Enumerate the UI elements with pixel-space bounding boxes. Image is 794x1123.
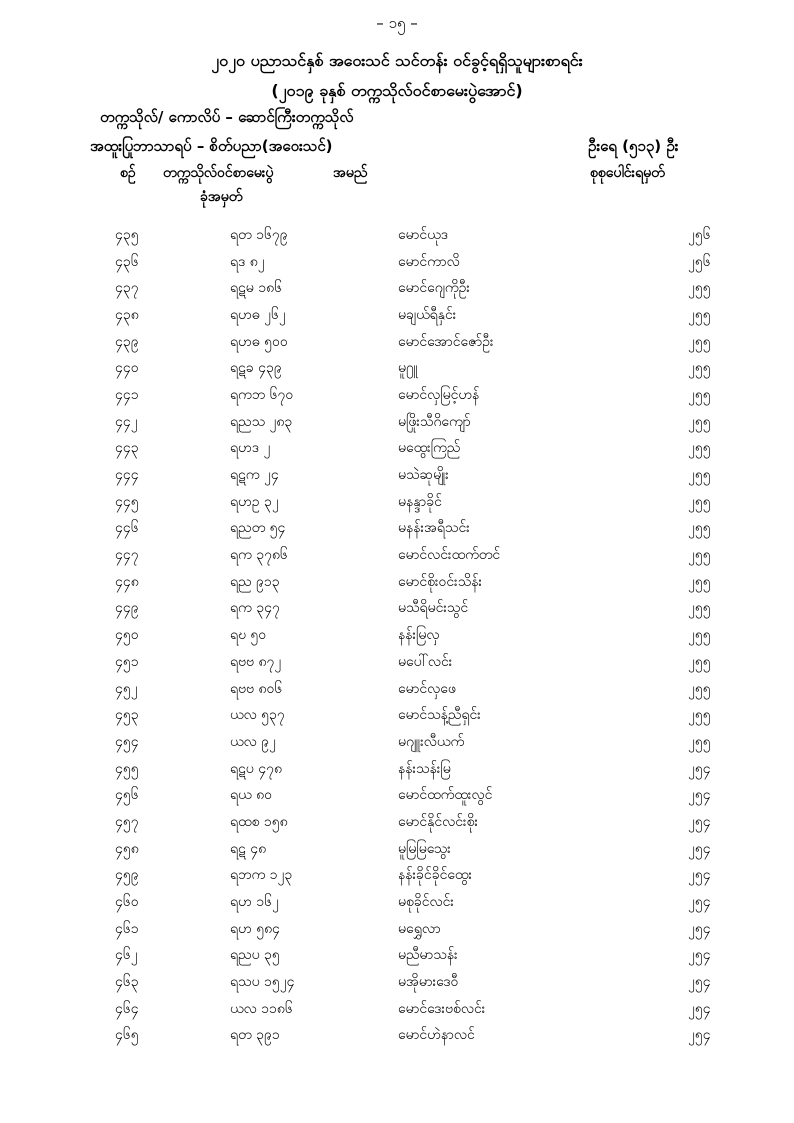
document-subtitle: (၂၀၁၉ ခုနှစ် တက္ကသိုလ်ဝင်စာမေးပွဲအောင်): [271, 81, 523, 100]
total-marks: ၂၅၄: [688, 867, 711, 884]
student-name: မောင်လှမြင့်ဟန်: [398, 386, 480, 403]
student-name: မောင်ယုဒ: [398, 226, 449, 243]
exam-seat-number: ရဟ ၅၈၄: [230, 920, 280, 937]
exam-seat-number: ယလ ၉၂: [230, 733, 276, 750]
header-no: စဉ်: [120, 165, 136, 181]
row-number: ၄၆၁: [115, 920, 139, 937]
total-marks: ၂၅၅: [688, 573, 711, 590]
total-marks: ၂၅၄: [688, 1027, 711, 1044]
student-name: မဂျူးလီယက်: [398, 733, 465, 750]
total-marks: ၂၅၅: [688, 707, 711, 724]
row-number: ၄၄၆: [115, 520, 139, 537]
row-number: ၄၄၅: [115, 493, 139, 510]
table-row: [0, 516, 748, 543]
table-row: [0, 729, 748, 756]
table-row: [0, 222, 748, 249]
total-marks: ၂၅၅: [688, 653, 711, 670]
table-row: [0, 863, 748, 890]
table-row: [0, 436, 748, 463]
row-number: ၄၆၀: [115, 894, 139, 911]
table-row: [0, 916, 748, 943]
student-name: မအိုမားဒေဝီ: [398, 974, 459, 991]
student-name: နန်းသန်းမြ: [398, 760, 451, 777]
student-name: မောင်ကာလိ: [398, 253, 460, 270]
row-number: ၄၅၆: [115, 787, 139, 804]
student-name: မူမြမြသွေး: [398, 840, 451, 857]
exam-seat-number: ရက ၃၇၈၆: [230, 547, 288, 564]
student-name: မောင်ဒေးဗစ်လင်း: [398, 1000, 486, 1017]
document-title: ၂၀၂၀ ပညာသင်နှစ် အဝေးသင် သင်တန်း ဝင်ခွင့်ရရှိသူများစာရင်း: [211, 51, 583, 70]
exam-seat-number: ရထစ ၁၅၈: [230, 813, 288, 830]
table-row: [0, 889, 748, 916]
total-marks: ၂၅၅: [688, 333, 711, 350]
exam-seat-number: ယလ ၅၃၇: [230, 707, 285, 724]
row-number: ၄၅၉: [115, 867, 139, 884]
student-name: မစုခိုင်လင်း: [398, 894, 454, 911]
header-exam-line1: တက္ကသိုလ်ဝင်စာမေးပွဲ: [163, 165, 274, 181]
student-name: မထွေးကြည်: [398, 440, 461, 457]
exam-seat-number: ရဋပ ၄၇၈: [230, 760, 282, 777]
student-name: မူ႐ူ: [398, 360, 418, 377]
table-row: [0, 569, 748, 596]
exam-seat-number: ရဘက ၁၂၃: [230, 867, 293, 884]
exam-seat-number: ယလ ၁၁၈၆: [230, 1000, 293, 1017]
exam-seat-number: ရည ၉၁၃: [230, 573, 280, 590]
total-marks: ၂၅၄: [688, 760, 711, 777]
total-marks: ၂၅၆: [688, 253, 711, 270]
row-number: ၄၄၉: [115, 600, 139, 617]
row-number: ၄၅၄: [115, 733, 139, 750]
table-row: [0, 809, 748, 836]
exam-seat-number: ရဋမ ၁၈၆: [230, 280, 283, 297]
student-name: မပေါ်လင်း: [398, 653, 453, 670]
student-name: မဖြိုးသီဂိကျော်: [398, 413, 471, 430]
student-name: မချယ်ရီနှင်း: [398, 306, 457, 323]
total-marks: ၂၅၄: [688, 787, 711, 804]
student-name: မောင်နိုင်လင်းစိုး: [398, 813, 478, 830]
exam-seat-number: ရဟဓ ၅၀၀: [230, 333, 288, 350]
row-number: ၄၄၀: [115, 360, 139, 377]
exam-seat-number: ရဟဥ ၃၂: [230, 493, 279, 510]
results-table: [0, 222, 748, 1049]
student-name: မသဲဆုမျိုး: [398, 467, 449, 484]
exam-seat-number: ရဒ ၈၂: [230, 253, 265, 270]
exam-seat-number: ရဋခ ၄၃၉: [230, 360, 282, 377]
total-marks: ၂၅၅: [688, 547, 711, 564]
table-row: [0, 542, 748, 569]
row-number: ၄၆၂: [115, 947, 138, 964]
exam-seat-number: ရဟ ၁၆၂: [230, 894, 279, 911]
table-row: [0, 329, 748, 356]
table-row: [0, 969, 748, 996]
student-name: မောင်ထက်ထူးလွင်: [398, 787, 493, 804]
total-marks: ၂၅၅: [688, 413, 711, 430]
student-name: နန်းခိုင်ခိုင်ထွေး: [398, 867, 473, 884]
table-row: [0, 1023, 748, 1050]
total-marks: ၂၅၅: [688, 733, 711, 750]
table-row: [0, 649, 748, 676]
total-marks: ၂၅၅: [688, 493, 711, 510]
student-name: နန်းမြလှ: [398, 627, 440, 644]
table-row: [0, 596, 748, 623]
table-row: [0, 489, 748, 516]
page-number: – ၁၅ –: [376, 14, 418, 32]
total-marks: ၂၅၅: [688, 386, 711, 403]
total-marks: ၂၅၅: [688, 360, 711, 377]
row-number: ၄၅၇: [115, 813, 139, 830]
row-number: ၄၄၁: [115, 386, 139, 403]
total-marks: ၂၅၆: [688, 226, 711, 243]
total-marks: ၂၅၅: [688, 306, 711, 323]
table-row: [0, 782, 748, 809]
student-name: မနန်းအရီသင်း: [398, 520, 470, 537]
total-marks: ၂၅၄: [688, 947, 711, 964]
total-marks: ၂၅၅: [688, 520, 711, 537]
row-number: ၄၅၁: [115, 653, 139, 670]
total-count: ဦးရေ (၅၁၃) ဦး: [588, 137, 679, 155]
exam-seat-number: ရတ ၃၉၁: [230, 1027, 280, 1044]
row-number: ၄၆၃: [115, 974, 139, 991]
student-name: မောင်အောင်ဇော်ဦး: [398, 333, 494, 350]
total-marks: ၂၅၄: [688, 1000, 711, 1017]
row-number: ၄၅၂: [115, 680, 138, 697]
row-number: ၄၅၅: [115, 760, 139, 777]
student-name: မညီမာသန်း: [398, 947, 458, 964]
row-number: ၄၄၇: [115, 547, 139, 564]
total-marks: ၂၅၄: [688, 813, 711, 830]
table-row: [0, 676, 748, 703]
table-row: [0, 836, 748, 863]
results-body: [0, 222, 748, 1049]
row-number: ၄၄၂: [115, 413, 138, 430]
exam-seat-number: ရဟဓ ၂၆၂: [230, 306, 286, 323]
total-marks: ၂၅၅: [688, 440, 711, 457]
exam-seat-number: ရက ၃၄၇: [230, 600, 280, 617]
table-row: [0, 382, 748, 409]
header-exam-line2: ခုံအမှတ်: [200, 189, 243, 205]
total-marks: ၂၅၅: [688, 280, 711, 297]
student-name: မောင်လှဖေ: [398, 680, 456, 697]
row-number: ၄၆၅: [115, 1027, 139, 1044]
row-number: ၄၅၈: [115, 840, 139, 857]
header-marks: စုစုပေါင်းရမှတ်: [590, 165, 665, 181]
student-name: မောင်စိုးဝင်းသိန်း: [398, 573, 483, 590]
exam-seat-number: ရညပ ၃၅: [230, 947, 280, 964]
row-number: ၄၄၃: [115, 440, 139, 457]
student-name: မောင်ဂျေကိုဦး: [398, 280, 470, 297]
exam-seat-number: ရဟဒ ၂: [230, 440, 271, 457]
total-marks: ၂၅၅: [688, 600, 711, 617]
university-line: တက္ကသိုလ်/ ကောလိပ် – ​ဆောင်ကြီးတက္ကသိုလ်: [100, 108, 354, 126]
exam-seat-number: ရညတ ၅၄: [230, 520, 286, 537]
exam-seat-number: ရသပ ၁၅၂၄: [230, 974, 295, 991]
row-number: ၄၃၈: [115, 306, 139, 323]
row-number: ၄၃၆: [115, 253, 139, 270]
major-line: အထူးပြုဘာသာရပ် – စိတ်ပညာ(အဝေးသင်): [90, 137, 333, 155]
table-row: [0, 702, 748, 729]
table-row: [0, 249, 748, 276]
student-name: မနန္ဒာခိုင်: [398, 493, 442, 510]
row-number: ၄၄၄: [115, 467, 139, 484]
exam-seat-number: ရဎ ၅၀: [230, 627, 267, 644]
row-number: ၄၄၈: [115, 573, 139, 590]
exam-seat-number: ရယ ၈၀: [230, 787, 272, 804]
row-number: ၄၃၇: [115, 280, 139, 297]
student-name: မောင်သန့်ညီရှင်း: [398, 707, 481, 724]
student-name: မောင်ဟဲနာလင်: [398, 1027, 475, 1044]
table-row: [0, 409, 748, 436]
table-row: [0, 756, 748, 783]
row-number: ၄၅၀: [115, 627, 139, 644]
row-number: ၄၃၅: [115, 226, 139, 243]
row-number: ၄၅၃: [115, 707, 139, 724]
table-row: [0, 355, 748, 382]
table-row: [0, 302, 748, 329]
exam-seat-number: ရဗဗ ၈၀၆: [230, 680, 283, 697]
table-row: [0, 996, 748, 1023]
row-number: ၄၆၄: [115, 1000, 139, 1017]
total-marks: ၂၅၅: [688, 467, 711, 484]
student-name: မောင်လင်းထက်တင်: [398, 547, 501, 564]
row-number: ၄၃၉: [115, 333, 139, 350]
header-name: အမည်: [333, 165, 368, 181]
exam-seat-number: ရညသ ၂၈၃: [230, 413, 293, 430]
student-name: မရွှေလာ: [398, 920, 441, 937]
table-row: [0, 622, 748, 649]
table-row: [0, 462, 748, 489]
total-marks: ၂၅၅: [688, 680, 711, 697]
exam-seat-number: ရဋက ၂၄: [230, 467, 279, 484]
exam-seat-number: ရဋ ၄၈: [230, 840, 267, 857]
exam-seat-number: ရကဘ ၆၇၀: [230, 386, 294, 403]
total-marks: ၂၅၄: [688, 920, 711, 937]
table-row: [0, 943, 748, 970]
total-marks: ၂၅၅: [688, 627, 711, 644]
total-marks: ၂၅၄: [688, 894, 711, 911]
exam-seat-number: ရတ ၁၆၇၉: [230, 226, 288, 243]
total-marks: ၂၅၄: [688, 974, 711, 991]
total-marks: ၂၅၄: [688, 840, 711, 857]
student-name: မသီရိမင်းသွင်: [398, 600, 469, 617]
exam-seat-number: ရဗဗ ၈၇၂: [230, 653, 282, 670]
table-row: [0, 275, 748, 302]
